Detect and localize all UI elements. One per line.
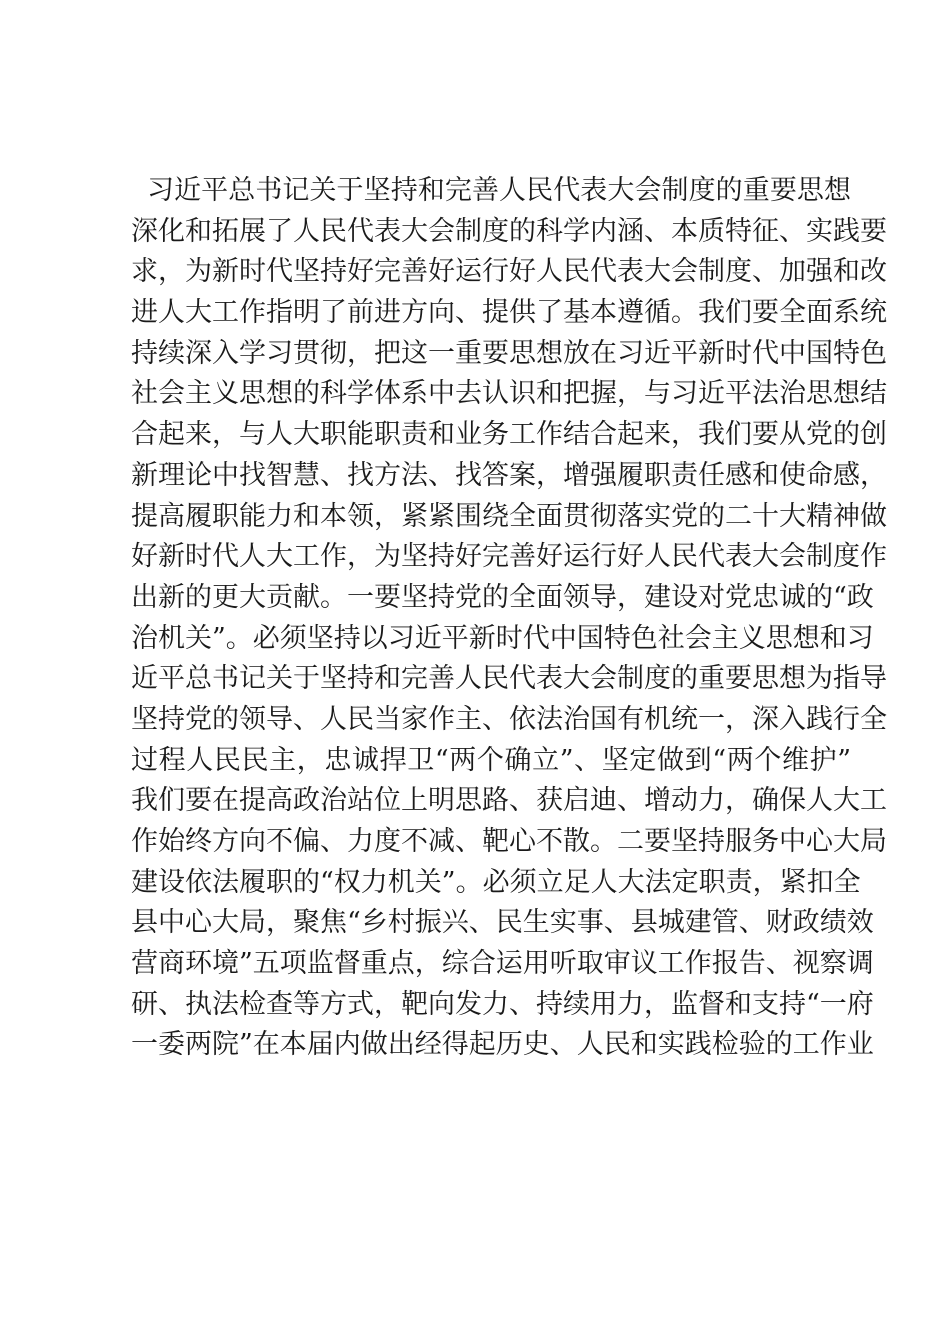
text-line: 过程人民民主，忠诚捍卫“两个确立”、坚定做到“两个维护” — [131, 744, 851, 776]
text-line: 合起来，与人大职能职责和业务工作结合起来，我们要从党的创 — [131, 419, 887, 451]
text-line: 深化和拓展了人民代表大会制度的科学内涵、本质特征、实践要 — [131, 215, 887, 247]
text-line: 一委两院”在本届内做出经得起历史、人民和实践检验的工作业 — [131, 1029, 874, 1061]
text-line: 坚持党的领导、人民当家作主、依法治国有机统一，深入践行全 — [131, 703, 887, 735]
text-line: 治机关”。必须坚持以习近平新时代中国特色社会主义思想和习 — [131, 622, 874, 654]
text-line: 我们要在提高政治站位上明思路、获启迪、增动力，确保人大工 — [131, 785, 887, 817]
text-line: 研、执法检查等方式，靶向发力、持续用力，监督和支持“一府 — [131, 988, 874, 1020]
text-line: 习近平总书记关于坚持和完善人民代表大会制度的重要思想 — [147, 175, 851, 206]
text-line: 建设依法履职的“权力机关”。必须立足人大法定职责，紧扣全 — [131, 866, 861, 898]
text-line: 县中心大局，聚焦“乡村振兴、民生实事、县城建管、财政绩效 — [131, 907, 874, 939]
body-paragraph — [131, 171, 887, 1066]
text-line: 出新的更大贡献。一要坚持党的全面领导，建设对党忠诚的“政 — [131, 581, 874, 613]
text-line: 营商环境”五项监督重点，综合运用听取审议工作报告、视察调 — [131, 948, 874, 980]
text-line: 持续深入学习贯彻，把这一重要思想放在习近平新时代中国特色 — [131, 337, 887, 369]
text-line: 新理论中找智慧、找方法、找答案，增强履职责任感和使命感， — [131, 459, 887, 491]
text-line: 好新时代人大工作，为坚持好完善好运行好人民代表大会制度作 — [131, 541, 887, 573]
text-line: 作始终方向不偏、力度不减、靶心不散。二要坚持服务中心大局 — [131, 826, 887, 857]
text-line: 社会主义思想的科学体系中去认识和把握，与习近平法治思想结 — [131, 378, 887, 410]
text-line: 求，为新时代坚持好完善好运行好人民代表大会制度、加强和改 — [131, 256, 887, 288]
text-line: 提高履职能力和本领，紧紧围绕全面贯彻落实党的二十大精神做 — [131, 500, 887, 532]
text-line: 近平总书记关于坚持和完善人民代表大会制度的重要思想为指导 — [131, 663, 887, 695]
text-line: 进人大工作指明了前进方向、提供了基本遵循。我们要全面系统 — [131, 297, 887, 329]
